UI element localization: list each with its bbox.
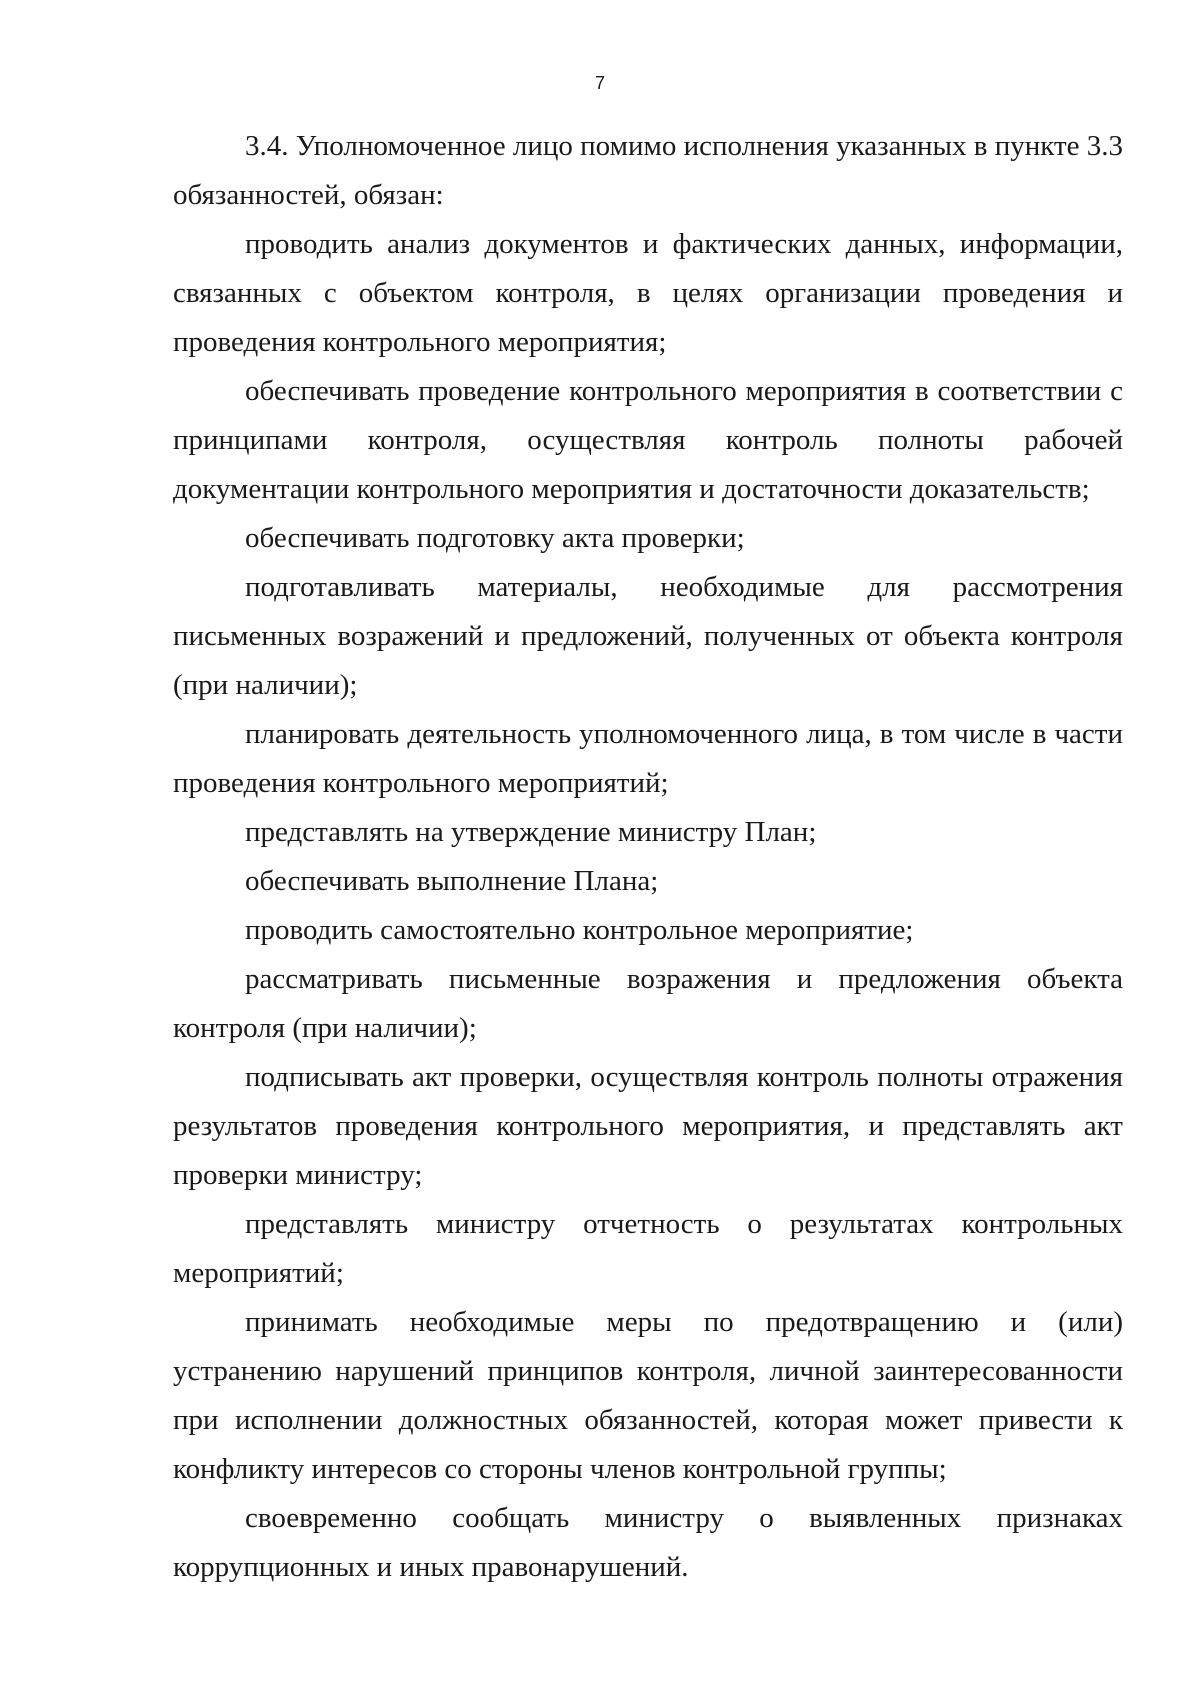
paragraph-conduct-independently: проводить самостоятельно контрольное мероприятие; bbox=[245, 914, 914, 946]
paragraph-plan-execution: обеспечивать выполнение Плана; bbox=[245, 865, 659, 897]
paragraph-corruption-reporting: своевременно сообщать министру о выявленных признаках коррупционных и иных правонарушений. bbox=[173, 1502, 1123, 1583]
document-body bbox=[173, 122, 1123, 1592]
paragraph-reporting: представлять министру отчетность о результатах контрольных мероприятий; bbox=[173, 1208, 1123, 1289]
paragraph-act-preparation: обеспечивать подготовку акта проверки; bbox=[245, 522, 745, 554]
paragraph-sign-act: подписывать акт проверки, осуществляя контроль полноты отражения результатов проведения контрольного мероприятия, и представлять акт проверки министру; bbox=[173, 1061, 1123, 1191]
paragraph-conflict-prevention: принимать необходимые меры по предотвращению и (или) устранению нарушений принципов контроля, личной заинтересованности при исполнении должностных обязанностей, которая может привести к конфликту интересов со стороны членов контрольной группы; bbox=[173, 1306, 1123, 1485]
paragraph-3-4-intro: 3.4. Уполномоченное лицо помимо исполнения указанных в пункте 3.3 обязанностей, обязан: bbox=[173, 130, 1123, 211]
paragraph-planning: планировать деятельность уполномоченного лица, в том числе в части проведения контрольного мероприятий; bbox=[173, 718, 1123, 799]
paragraph-prepare-materials: подготавливать материалы, необходимые для рассмотрения письменных возражений и предложений, полученных от объекта контроля (при наличии); bbox=[173, 571, 1123, 701]
paragraph-analysis: проводить анализ документов и фактических данных, информации, связанных с объектом контроля, в целях организации проведения и проведения контрольного мероприятия; bbox=[173, 228, 1123, 358]
paragraph-review-objections: рассматривать письменные возражения и предложения объекта контроля (при наличии); bbox=[173, 963, 1123, 1044]
page-number: 7 bbox=[594, 73, 605, 93]
paragraph-ensure-conduct: обеспечивать проведение контрольного мероприятия в соответствии с принципами контроля, осуществляя контроль полноты рабочей документации контрольного мероприятия и достаточности доказательств; bbox=[173, 375, 1123, 505]
paragraph-submit-plan: представлять на утверждение министру План; bbox=[245, 816, 817, 848]
